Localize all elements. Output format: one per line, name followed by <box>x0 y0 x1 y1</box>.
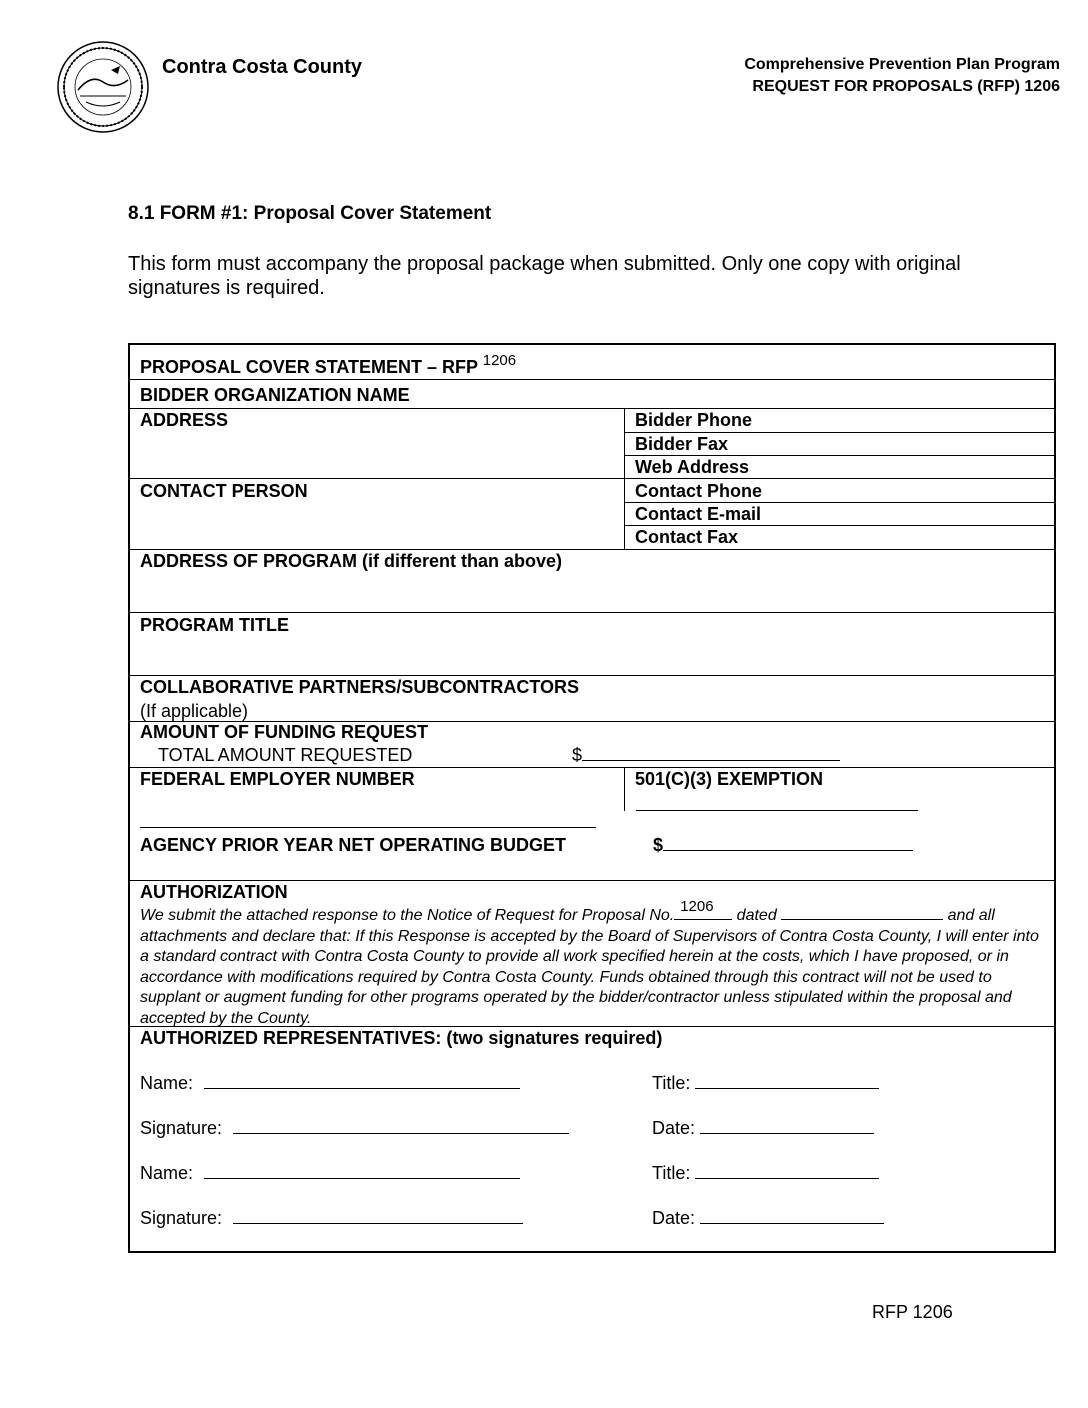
bidder-fax-label: Bidder Fax <box>635 434 729 454</box>
contact-person-label: CONTACT PERSON <box>140 481 308 501</box>
fein-input[interactable] <box>140 811 596 828</box>
budget-dollar-sign: $ <box>653 835 664 855</box>
total-requested-label: TOTAL AMOUNT REQUESTED <box>158 745 413 765</box>
rep2-signature-input[interactable] <box>233 1208 523 1224</box>
authorization-label: AUTHORIZATION <box>140 882 288 902</box>
rep1-title-row <box>652 1073 879 1094</box>
contact-phone-label: Contact Phone <box>635 481 763 501</box>
rep2-signature-row <box>140 1208 523 1229</box>
program-address-label: ADDRESS OF PROGRAM (if different than above) <box>140 551 563 571</box>
proposal-cover-form <box>128 343 1056 1253</box>
rfp-header: REQUEST FOR PROPOSALS (RFP) 1206 <box>752 78 1060 95</box>
budget-input[interactable] <box>663 835 913 851</box>
rep2-name-label: Name: <box>140 1163 194 1183</box>
form-rfp-number: 1206 <box>482 352 517 369</box>
authorization-text-1: We submit the attached response to the Notice of Request for Proposal No. <box>140 907 675 924</box>
total-requested-field[interactable] <box>572 745 840 766</box>
authorization-text-2: and all attachments and declare that: If this Response is accepted by the Board of Supervisors of Contra Costa County, I will enter into a standard contract with Contra Costa County to provide all work specified herein at the costs, which I have proposed, or in accordance with modifications required by Contra Costa County. Funds obtained through this contract will not be used to supplant or augment funding for other programs operated by the bidder/contractor unless stipulated within the proposal and accepted by the County. <box>140 907 1039 1027</box>
representatives-label: AUTHORIZED REPRESENTATIVES: (two signatures required) <box>140 1028 663 1048</box>
web-address-label: Web Address <box>635 457 750 477</box>
rep1-signature-input[interactable] <box>233 1118 569 1134</box>
contact-email-label: Contact E-mail <box>635 504 762 524</box>
budget-field[interactable] <box>653 835 913 856</box>
rep1-title-label: Title: <box>652 1073 691 1093</box>
dollar-sign: $ <box>572 745 583 765</box>
rep2-date-input[interactable] <box>700 1208 884 1224</box>
total-amount-input[interactable] <box>582 746 840 761</box>
bidder-org-label: BIDDER ORGANIZATION NAME <box>140 385 410 405</box>
rfp-number-blank[interactable] <box>674 898 732 920</box>
county-seal-logo <box>56 40 150 134</box>
rep2-date-label: Date: <box>652 1208 696 1228</box>
rep2-name-row <box>140 1163 520 1184</box>
page-footer: RFP 1206 <box>872 1302 953 1322</box>
rep2-name-input[interactable] <box>204 1163 520 1179</box>
form-title <box>140 352 517 378</box>
rep2-title-label: Title: <box>652 1163 691 1183</box>
rep1-signature-label: Signature: <box>140 1118 223 1138</box>
rep1-signature-row <box>140 1118 569 1139</box>
exemption-label: 501(C)(3) EXEMPTION <box>635 769 824 789</box>
partners-label: COLLABORATIVE PARTNERS/SUBCONTRACTORS <box>140 677 580 697</box>
program-title-label: PROGRAM TITLE <box>140 615 289 635</box>
rep2-title-input[interactable] <box>695 1163 879 1179</box>
bidder-phone-label: Bidder Phone <box>635 410 753 430</box>
rep1-name-label: Name: <box>140 1073 194 1093</box>
authorization-text <box>140 898 1045 1029</box>
county-name: Contra Costa County <box>162 56 362 78</box>
rep1-name-row <box>140 1073 520 1094</box>
intro-text: This form must accompany the proposal package when submitted. Only one copy with original signatures is required. <box>128 253 961 299</box>
rep1-date-input[interactable] <box>700 1118 874 1134</box>
auth-date-input[interactable] <box>781 905 943 920</box>
rep2-date-row <box>652 1208 884 1229</box>
auth-rfp-number: 1206 <box>680 898 714 915</box>
budget-label: AGENCY PRIOR YEAR NET OPERATING BUDGET <box>140 835 567 855</box>
rep1-date-row <box>652 1118 874 1139</box>
rep1-name-input[interactable] <box>204 1073 520 1089</box>
program-name: Comprehensive Prevention Plan Program <box>744 56 1060 73</box>
rep2-title-row <box>652 1163 879 1184</box>
auth-dated-label: dated <box>736 907 777 924</box>
exemption-input[interactable] <box>636 794 918 811</box>
address-label: ADDRESS <box>140 410 229 430</box>
fein-label: FEDERAL EMPLOYER NUMBER <box>140 769 415 789</box>
funding-label: AMOUNT OF FUNDING REQUEST <box>140 722 428 742</box>
contact-fax-label: Contact Fax <box>635 527 739 547</box>
rep2-signature-label: Signature: <box>140 1208 223 1228</box>
section-title: 8.1 FORM #1: Proposal Cover Statement <box>128 203 492 224</box>
partners-note: (If applicable) <box>140 701 249 721</box>
rep1-title-input[interactable] <box>695 1073 879 1089</box>
rep1-date-label: Date: <box>652 1118 696 1138</box>
form-title-label: PROPOSAL COVER STATEMENT – RFP <box>140 357 478 377</box>
